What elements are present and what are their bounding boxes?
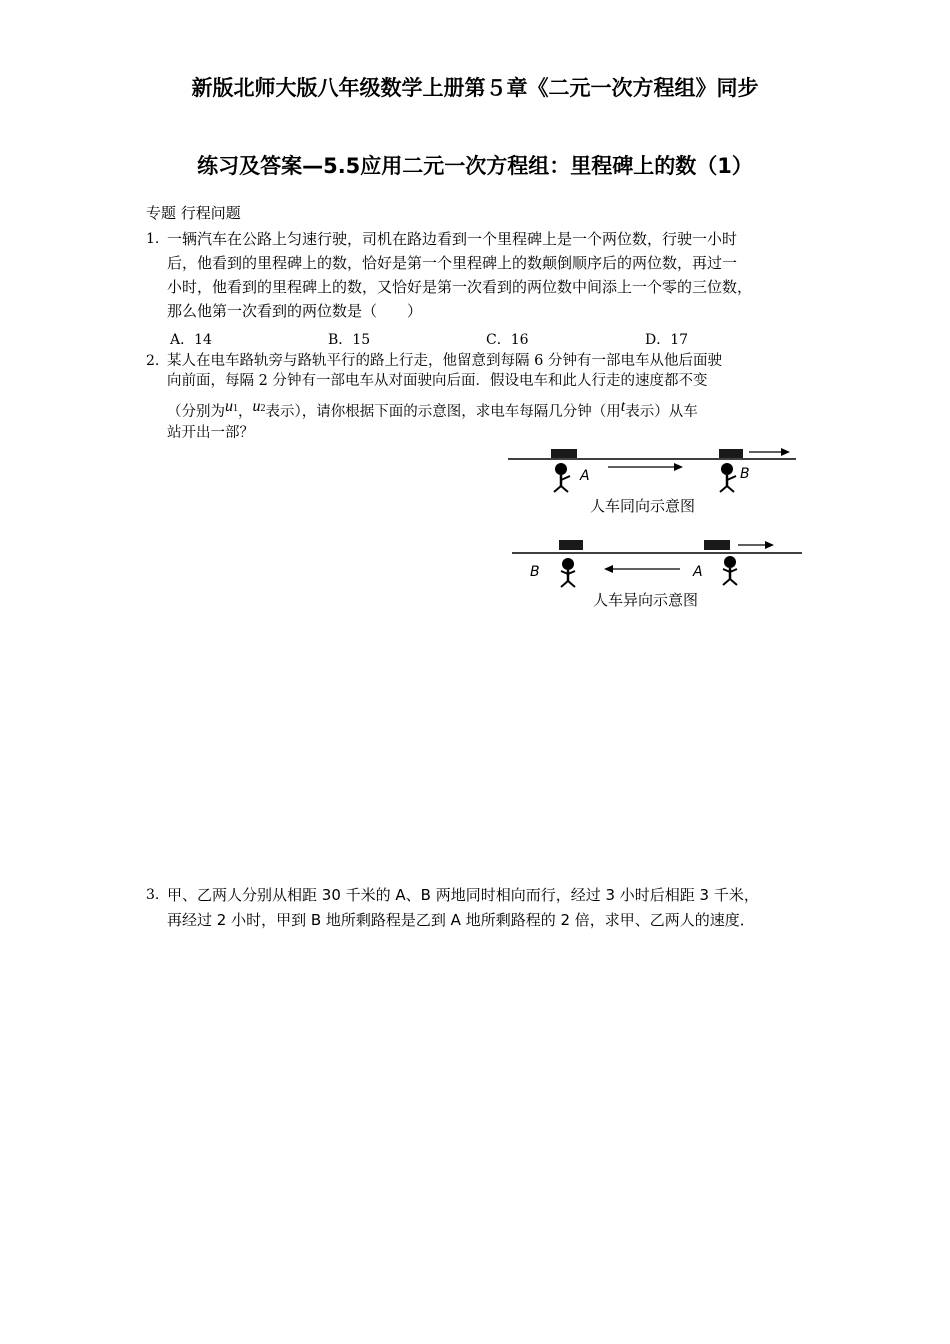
walk-arrowhead-opposite xyxy=(604,565,613,573)
q1-line-4: 那么他第一次看到的两位数是（ ） xyxy=(167,302,423,320)
topic-heading: 专题 行程问题 xyxy=(146,204,241,222)
u2-subscript: 2 xyxy=(260,403,266,414)
u1-variable xyxy=(225,398,238,415)
u1-subscript: 1 xyxy=(233,403,238,414)
tram-left-opposite xyxy=(559,540,583,550)
q1-line-2: 后，他看到的里程碑上的数，恰好是第一个里程碑上的数颠倒顺序后的两位数，再过一 xyxy=(167,254,738,272)
page-title-line-1: 新版北师大版八年级数学上册第５章《二元一次方程组》同步 xyxy=(191,76,759,100)
t-variable: t xyxy=(620,398,626,415)
q3-line-1: 甲、乙两人分别从相距 30 千米的 A、B 两地同时相向而行，经过 3 小时后相距 3 千米， xyxy=(167,886,759,904)
q2-line-3-start: （分别为 xyxy=(167,404,225,420)
q3-line-2: 再经过 2 小时，甲到 B 地所剩路程是乙到 A 地所剩路程的 2 倍，求甲、乙两人的速度． xyxy=(167,911,755,929)
q2-line-3 xyxy=(167,398,698,424)
person-a-same xyxy=(554,463,570,492)
q2-line-2: 向前面，每隔 2 分钟有一部电车从对面驶向后面．假设电车和此人行走的速度都不变 xyxy=(167,373,708,389)
caption-same-direction: 人车同向示意图 xyxy=(590,497,696,515)
tram-b-same xyxy=(719,449,743,458)
tram-a-same xyxy=(551,449,577,458)
q2-line-3-end: 表示）从车 xyxy=(625,404,698,420)
caption-opposite-direction: 人车异向示意图 xyxy=(593,591,699,609)
label-b-same: B xyxy=(740,466,750,482)
tram-direction-arrowhead-opposite xyxy=(765,541,774,549)
tram-direction-arrowhead-same xyxy=(781,448,790,456)
label-b-opposite: B xyxy=(530,564,540,580)
q2-separator: ， xyxy=(238,404,253,420)
person-b-same xyxy=(720,463,736,492)
u1-letter: u xyxy=(225,398,233,415)
q1-option-a: A．14 xyxy=(170,332,212,348)
q2-line-3-mid: 表示），请你根据下面的示意图，求电车每隔几分钟（用 xyxy=(265,404,621,420)
q2-number: 2. xyxy=(146,353,160,369)
q1-line-1: 一辆汽车在公路上匀速行驶，司机在路边看到一个里程碑上是一个两位数，行驶一小时 xyxy=(167,230,738,248)
q2-line-4: 站开出一部？ xyxy=(167,425,254,441)
tram-right-opposite xyxy=(704,540,730,550)
walk-arrowhead-same xyxy=(674,463,683,471)
person-b-opposite xyxy=(561,558,575,587)
u2-letter: u xyxy=(252,398,261,415)
q1-option-b: B．15 xyxy=(328,332,371,348)
q2-line-1: 某人在电车路轨旁与路轨平行的路上行走，他留意到每隔 6 分钟有一部电车从他后面驶 xyxy=(167,353,722,369)
page-title-line-2: 练习及答案—5.5应用二元一次方程组：里程碑上的数（1） xyxy=(197,154,753,178)
q1-number: 1. xyxy=(146,231,160,247)
person-a-opposite xyxy=(723,556,737,585)
q1-option-c: C．16 xyxy=(486,332,529,348)
q1-option-d: D．17 xyxy=(645,332,689,348)
q1-line-3: 小时，他看到的里程碑上的数，又恰好是第一次看到的两位数中间添上一个零的三位数， xyxy=(167,278,753,296)
label-a-opposite: A xyxy=(693,564,703,580)
u2-variable xyxy=(253,398,266,415)
label-a-same: A xyxy=(580,468,590,484)
tram-diagram xyxy=(500,440,810,610)
q3-number: 3. xyxy=(146,887,160,903)
